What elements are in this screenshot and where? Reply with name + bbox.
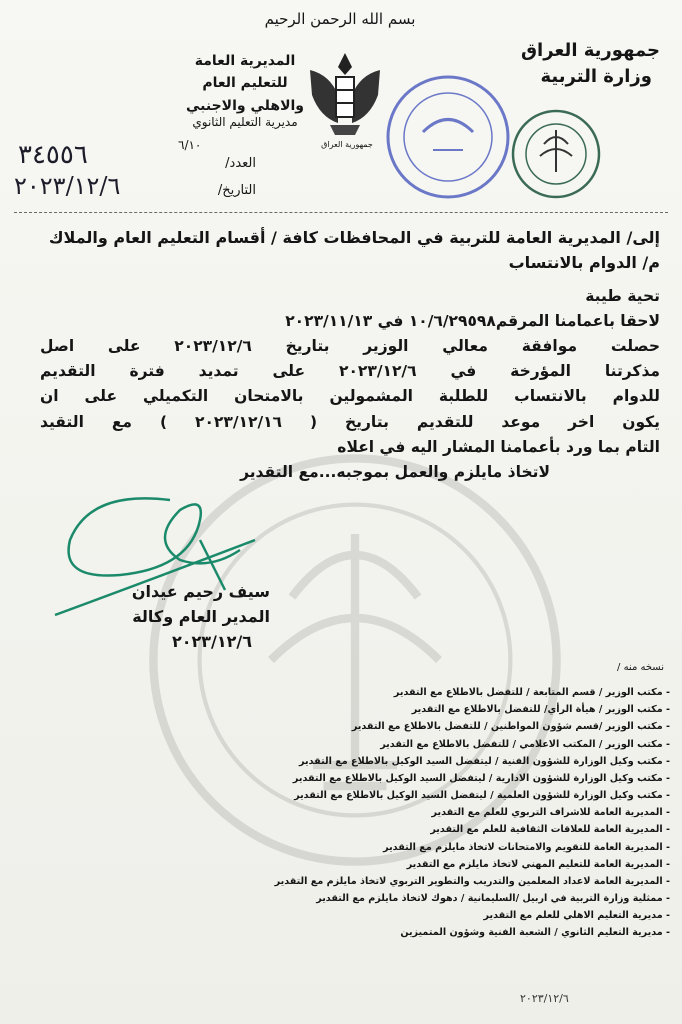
copy-item: - ممثلية وزارة التربية في اربيل /السليمانية / دهوك لاتخاذ مايلزم مع التقدير [316,893,670,905]
copy-item: - المديرية العامة للاشراف التربوي للعلم مع التقدير [431,807,670,819]
subject-line: م/ الدوام بالانتساب [508,252,660,272]
header-country-block [460,38,660,90]
copies-title: نسخه منه / [617,662,664,673]
copy-item: - المديرية العامة للتعليم المهني لاتخاذ مايلزم مع التقدير [406,858,670,870]
copy-item: - مكتب وكيل الوزارة للشؤون الفنية / ليتفضل السيد الوكيل بالاطلاع مع التقدير [299,755,670,767]
body-line: حصلت موافقة معالي الوزير بتاريخ ٢٠٢٣/١٢/٦ على اصل [40,337,661,356]
date-label: التاريخ/ [217,183,256,198]
sub-directorate: مديرية التعليم الثانوي [192,115,298,129]
copy-item: - مكتب وكيل الوزارة للشؤون الادارية / ليتفضل السيد الوكيل بالاطلاع مع التقدير [292,772,670,784]
copy-item: - مكتب الوزير /قسم شؤون المواطنين / للتفضل بالاطلاع مع التقدير [351,721,670,733]
addressee-block [40,226,660,276]
body-line: للدوام بالانتساب للطلبة المشمولين بالامتحان التكميلي على ان [40,387,660,406]
signature-date: ٢٠٢٣/١٢/٦ [171,631,252,651]
signer-title: المدير العام وكالة [132,606,270,626]
body-line: التام بما ورد بأعمامنا المشار اليه في اعلاه [337,437,660,456]
closing-line: لاتخاذ مايلزم والعمل بموجبه...مع التقدير [240,462,550,481]
signer-name: سيف رحيم عيدان [131,582,270,601]
copy-item: - مكتب الوزير / المكتب الاعلامي / للتفضل بالاطلاع مع التقدير [380,738,670,750]
bismillah: بسم الله الرحمن الرحيم [264,10,416,28]
number-label: العدد/ [225,156,256,171]
copy-item: - مكتب الوزير / هيأة الرأي/ للتفضل بالاطلاع مع التقدير [411,704,670,716]
signature-block [70,580,270,654]
greeting: تحية طيبة [585,287,660,305]
addressee-line: إلى/ المديرية العامة للتربية في المحافظات كافة / أقسام التعليم العام والملاك [48,228,660,247]
handwritten-fraction: ٦/١٠ [178,138,202,152]
body-line: مذكرتنا المؤرخة في ٢٠٢٣/١٢/٦ على تمديد فترة التقديم [40,362,660,381]
directorate-line1: المديرية العامة للتعليم العام [194,53,296,92]
blue-outgoing-stamp [383,72,513,202]
copy-item: - المديرية العامة للتقويم والامتحانات لاتخاذ مايلزم مع التقدير [383,841,670,853]
copy-item: - مديرية التعليم الثانوي / الشعبة الفنية وشؤون المتميزين [400,927,670,939]
handwritten-number: ٣٤٥٥٦ [18,140,88,170]
copies-list [270,684,670,942]
footer-date: ٢٠٢٣/١٢/٦ [520,992,569,1005]
emblem-caption: جمهورية العراق [321,140,373,149]
directorate-line2: والاهلي والاجنبي [186,97,304,114]
body-line: يكون اخر موعد للتقديم بتاريخ ( ٢٠٢٣/١٢/١٦ ) مع التقيد [40,412,660,431]
handwritten-date: ٢٠٢٣/١٢/٦ [14,172,121,200]
letter-body [40,284,660,485]
ministry-seal [510,108,602,200]
copy-item: - مديرية التعليم الاهلي للعلم مع التقدير [483,910,670,922]
copy-item: - المديرية العامة لاعداد المعلمين والتدريب والتطوير التربوي لاتخاذ مايلزم مع التقدير [274,875,670,887]
reference-line: لاحقا باعمامنا المرقم١٠/٦/٢٩٥٩٨ في ٢٠٢٣/١١/١٣ [285,312,660,331]
country-name: جمهورية العراق [520,40,660,61]
header-divider [14,212,668,213]
copy-item: - مكتب وكيل الوزارة للشؤون العلمية / ليتفضل السيد الوكيل بالاطلاع مع التقدير [294,790,670,802]
directorate-block [170,50,320,117]
copy-item: - مكتب الوزير / قسم المتابعة / للتفضل بالاطلاع مع التقدير [393,687,670,698]
copy-item: - المديرية العامة للعلاقات الثقافية للعلم مع التقدير [430,824,670,836]
ministry-name: وزارة التربية [540,66,652,88]
